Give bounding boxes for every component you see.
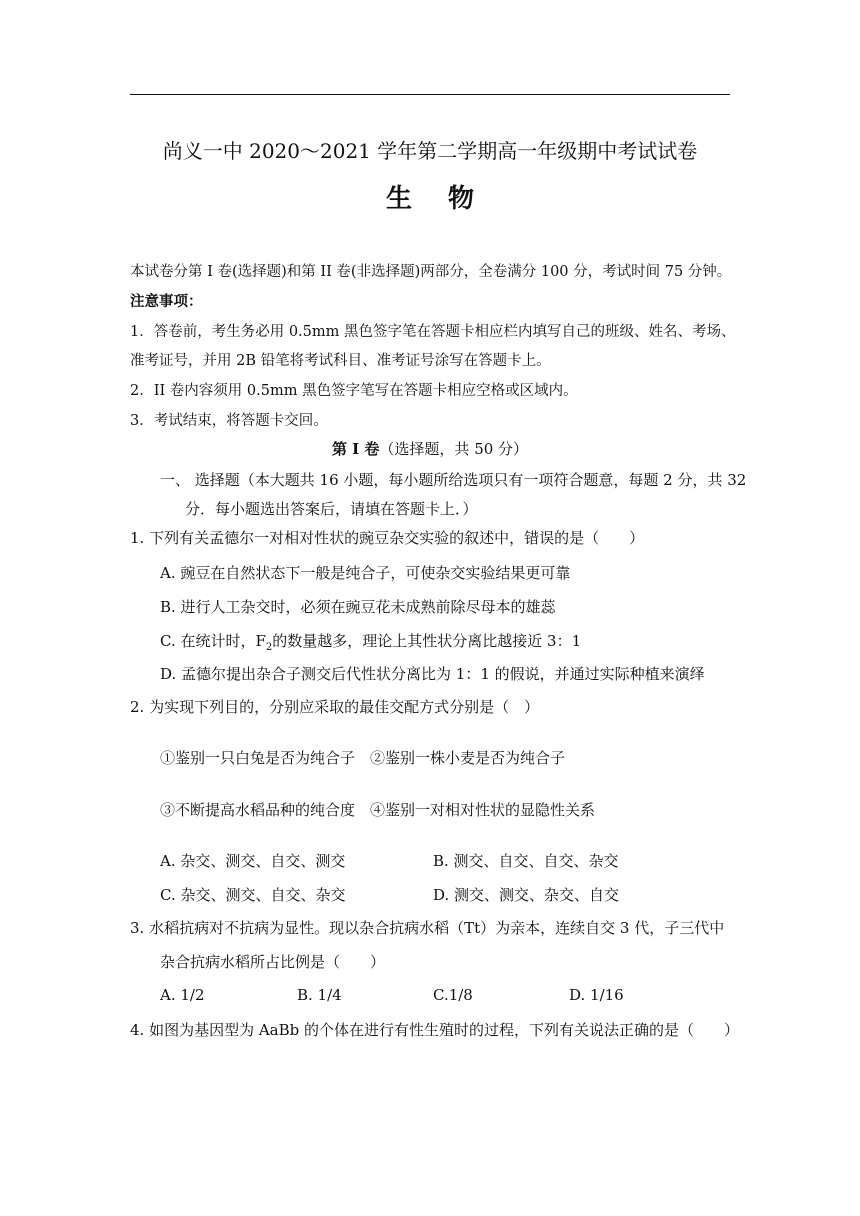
note-item: 1．答卷前，考生务必用 0.5mm 黑色签字笔在答题卡相应栏内填写自己的班级、姓名、考场、 bbox=[130, 324, 736, 340]
option-a: A. 杂交、测交、自交、测交 bbox=[160, 852, 346, 870]
option-c: C.1/8 bbox=[433, 986, 473, 1004]
question-items: ③不断提高水稻品种的纯合度 ④鉴别一对相对性状的显隐性关系 bbox=[160, 801, 596, 819]
option-c: C. 杂交、测交、自交、杂交 bbox=[160, 886, 346, 904]
option-a: A. 1/2 bbox=[160, 986, 205, 1004]
option-a: A. 豌豆在自然状态下一般是纯合子，可使杂交实验结果更可靠 bbox=[160, 564, 571, 582]
subject-title: 生物 bbox=[385, 184, 510, 214]
question-stem: 4. 如图为基因型为 AaBb 的个体在进行有性生殖时的过程，下列有关说法正确的是（ ） bbox=[130, 1021, 740, 1039]
note-item: 准考证号，并用 2B 铅笔将考试科目、准考证号涂写在答题卡上。 bbox=[130, 353, 551, 369]
question-stem: 杂合抗病水稻所占比例是（ ） bbox=[160, 953, 386, 971]
part1-instructions: 一、 选择题（本大题共 16 小题，每小题所给选项只有一项符合题意，每题 2 分，共 32 bbox=[160, 471, 747, 489]
notes-heading: 注意事项： bbox=[130, 293, 203, 310]
note-item: 3．考试结束，将答题卡交回。 bbox=[130, 413, 328, 429]
option-d: D. 孟德尔提出杂合子测交后代性状分离比为 1：1 的假说，并通过实际种植来演绎 bbox=[160, 665, 705, 683]
header-rule bbox=[130, 94, 730, 95]
option-b: B. 进行人工杂交时，必须在豌豆花未成熟前除尽母本的雄蕊 bbox=[160, 598, 556, 616]
question-items: ①鉴别一只白兔是否为纯合子 ②鉴别一株小麦是否为纯合子 bbox=[160, 749, 566, 767]
question-stem: 1. 下列有关孟德尔一对相对性状的豌豆杂交实验的叙述中，错误的是（ ） bbox=[130, 529, 645, 547]
option-b: B. 测交、自交、自交、杂交 bbox=[433, 852, 619, 870]
part1-instructions: 分．每小题选出答案后，请填在答题卡上．） bbox=[185, 500, 478, 518]
exam-title: 尚义一中 2020～2021 学年第二学期高一年级期中考试试卷 bbox=[162, 139, 698, 163]
note-item: 2．II 卷内容须用 0.5mm 黑色签字笔写在答题卡相应空格或区域内。 bbox=[130, 383, 578, 399]
part1-heading: 第 I 卷（选择题，共 50 分） bbox=[331, 440, 529, 458]
option-c: C. 在统计时，$F_2$的数量越多，理论上其性状分离比越接近 3：1 bbox=[160, 632, 582, 653]
option-d: D. 测交、测交、杂交、自交 bbox=[433, 886, 620, 904]
intro-text: 本试卷分第 I 卷(选择题)和第 II 卷(非选择题)两部分，全卷满分 100 分，考试时间 75 分钟。 bbox=[130, 264, 732, 280]
question-stem: 3. 水稻抗病对不抗病为显性。现以杂合抗病水稻（Tt）为亲本，连续自交 3 代，子三代中 bbox=[130, 919, 725, 937]
question-stem: 2. 为实现下列目的，分别应采取的最佳交配方式分别是（ ） bbox=[130, 698, 540, 716]
option-d: D. 1/16 bbox=[569, 986, 624, 1004]
option-b: B. 1/4 bbox=[297, 986, 342, 1004]
